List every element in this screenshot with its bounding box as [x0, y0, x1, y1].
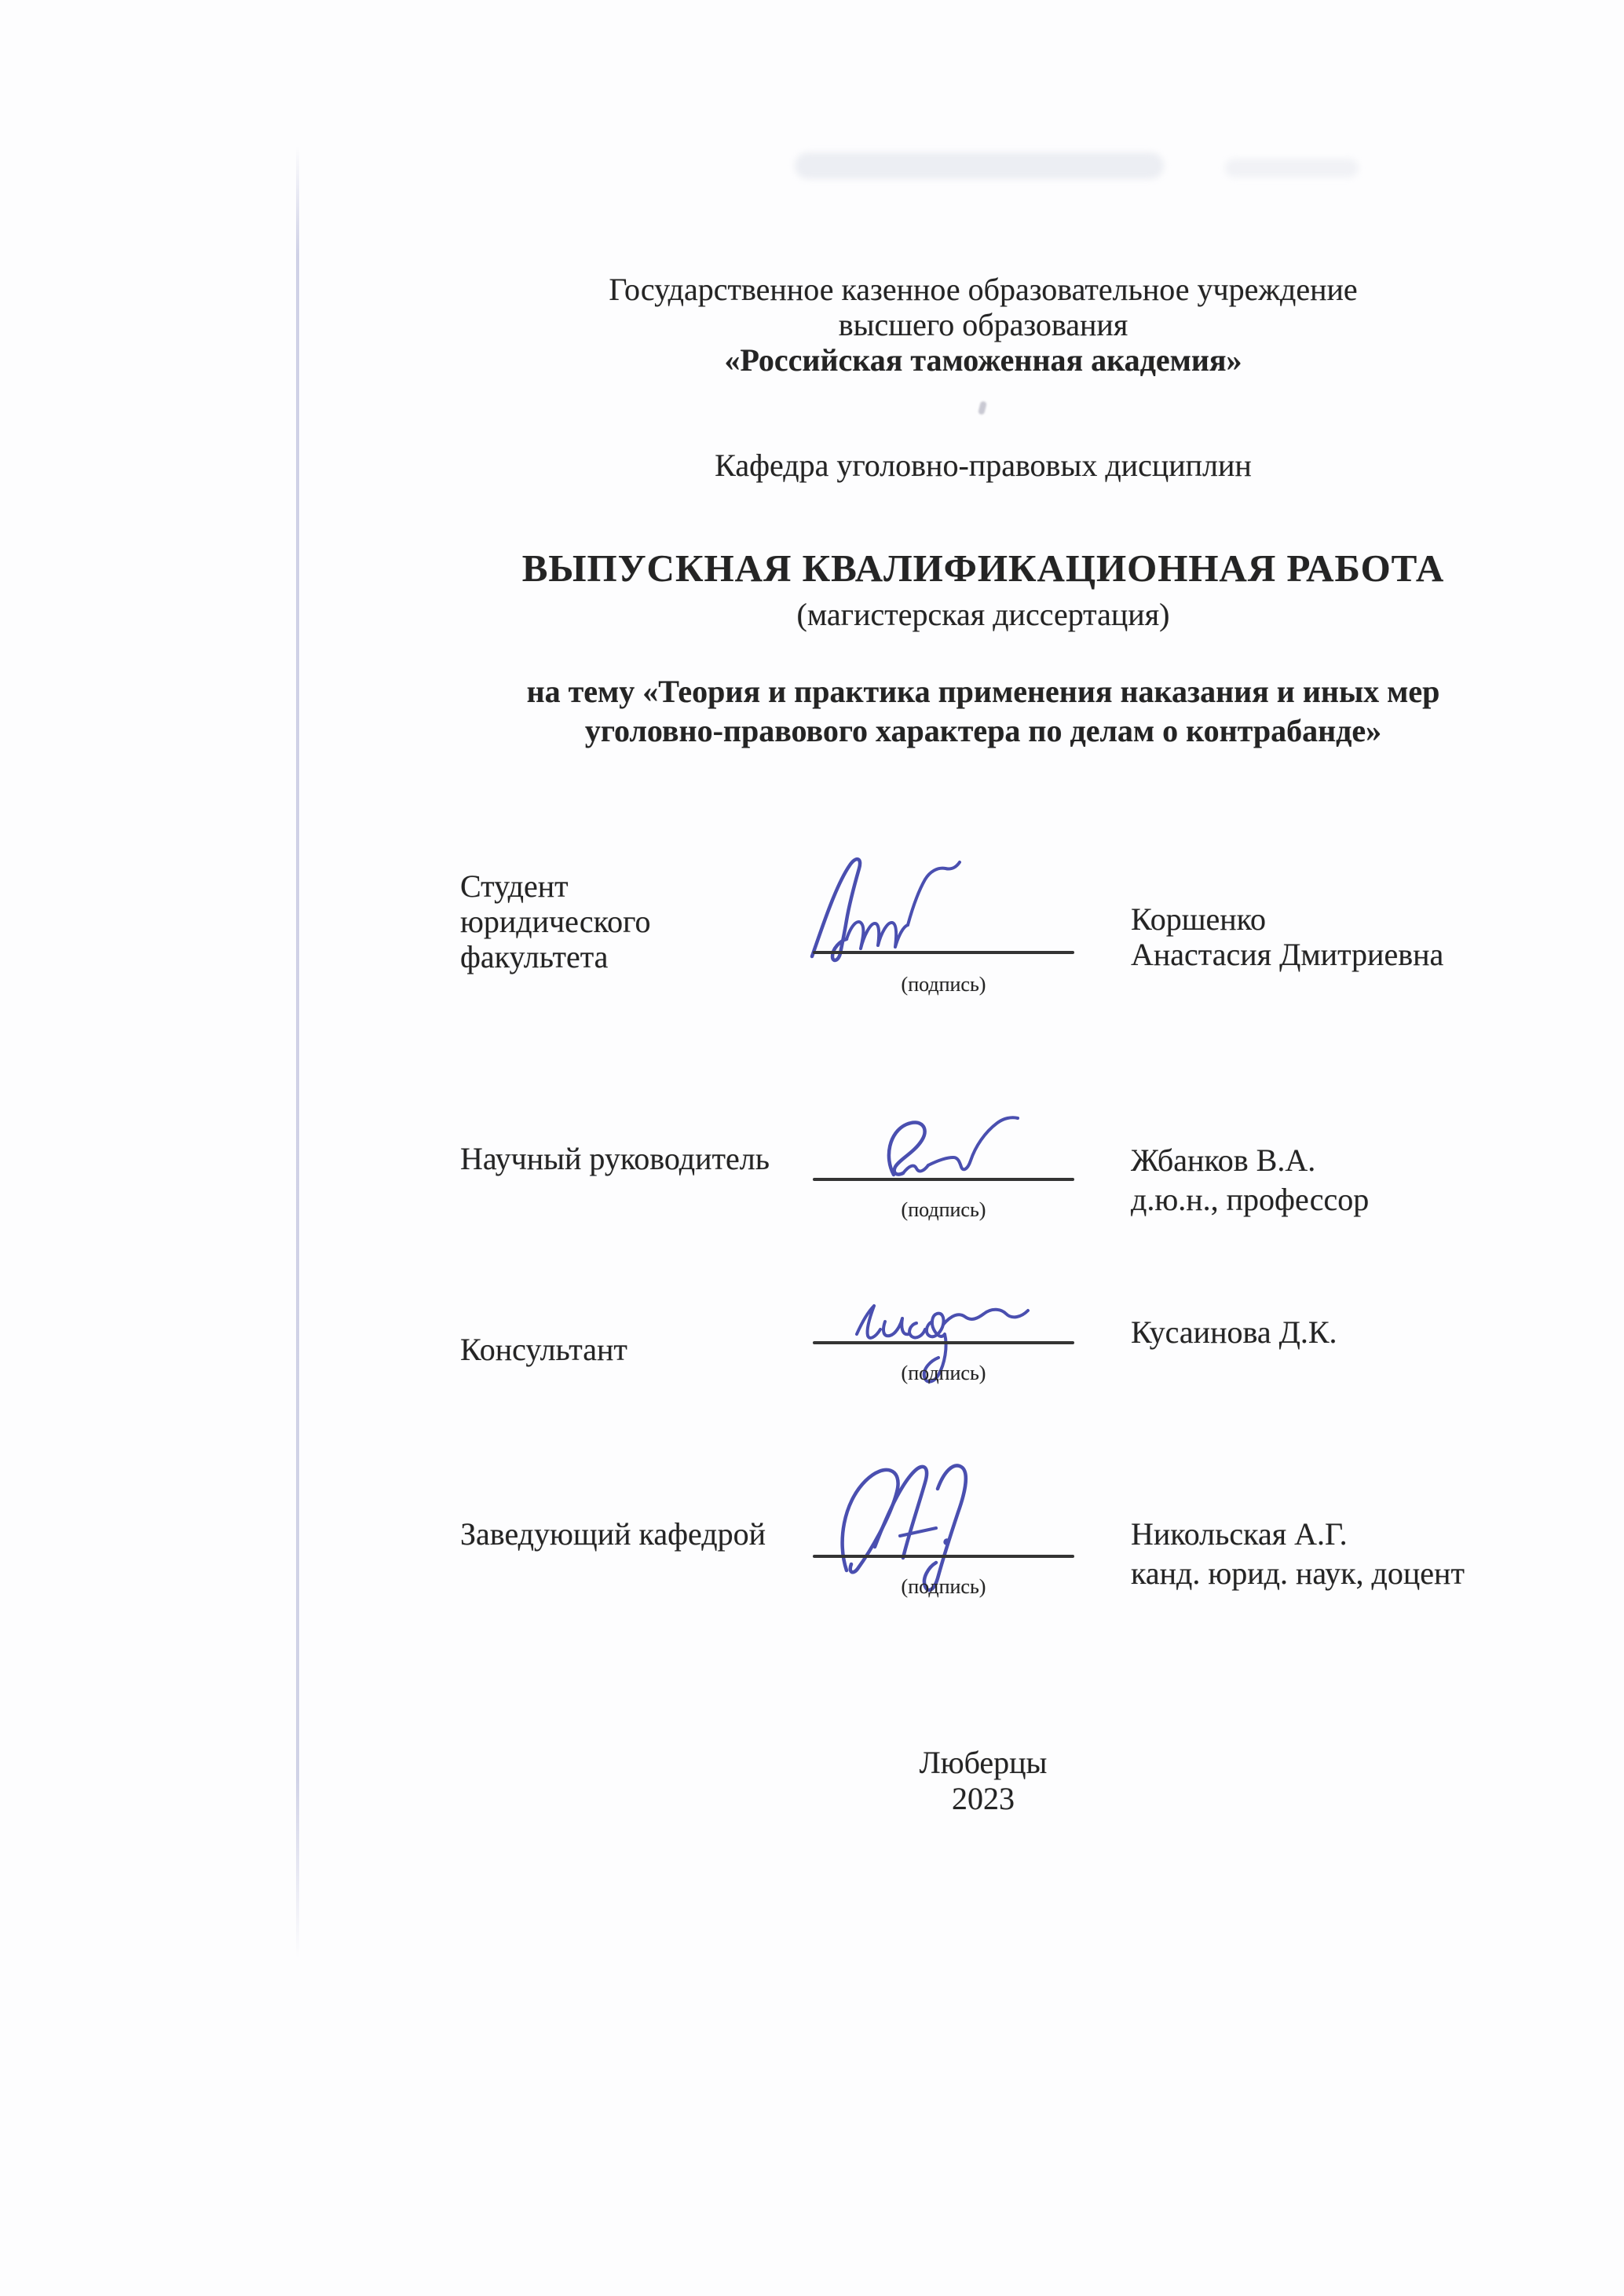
work-subtype: (магистерская диссертация) — [796, 597, 1170, 632]
student-name — [1131, 901, 1443, 972]
head-of-department-name — [1131, 1515, 1465, 1593]
head-of-department-role-label — [460, 1516, 766, 1552]
thesis-theme — [347, 672, 1619, 751]
head-name-line-1: Никольская А.Г. — [1131, 1516, 1348, 1552]
student-signature-line — [813, 951, 1074, 954]
consultant-role-label — [460, 1332, 627, 1367]
scan-speck-artifact — [978, 400, 987, 415]
supervisor-signature-line — [813, 1178, 1074, 1181]
head-name-line-2: канд. юрид. наук, доцент — [1131, 1556, 1465, 1591]
department-name: Кафедра уголовно-правовых дисциплин — [715, 448, 1252, 483]
student-role-line-2: юридического — [460, 904, 651, 939]
institution-line-1: Государственное казенное образовательное учреждение — [609, 272, 1358, 307]
student-name-line-2: Анастасия Дмитриевна — [1131, 937, 1444, 972]
consultant-name — [1131, 1314, 1337, 1350]
consultant-role-line-1: Консультант — [460, 1332, 627, 1367]
imprint — [347, 1745, 1619, 1817]
institution-line-2: высшего образования — [838, 307, 1128, 342]
theme-line-2: уголовно-правового характера по делам о контрабанде» — [584, 713, 1382, 748]
academy-name: «Российская таможенная академия» — [724, 342, 1242, 378]
supervisor-name-line-2: д.ю.н., профессор — [1131, 1182, 1370, 1217]
head-signature-line — [813, 1555, 1074, 1558]
supervisor-name — [1131, 1141, 1369, 1219]
supervisor-name-line-1: Жбанков В.А. — [1131, 1143, 1316, 1178]
page-left-edge-line — [296, 146, 299, 1958]
theme-line-1: на тему «Теория и практика применения наказания и иных мер — [526, 674, 1440, 709]
head-role-line-1: Заведующий кафедрой — [460, 1516, 766, 1552]
student-role-line-3: факультета — [460, 939, 609, 974]
signature-caption: (подпись) — [901, 1198, 986, 1221]
scan-smudge-artifact — [795, 152, 1164, 179]
institution-header — [347, 272, 1619, 378]
city-name: Люберцы — [919, 1745, 1048, 1780]
student-role-label — [460, 868, 650, 974]
student-role-line-1: Студент — [460, 868, 569, 904]
signature-caption: (подпись) — [901, 973, 986, 996]
student-signature-image — [801, 842, 989, 967]
signature-caption: (подпись) — [901, 1575, 986, 1598]
year: 2023 — [952, 1781, 1015, 1816]
signature-caption: (подпись) — [901, 1362, 986, 1384]
consultant-signature-line — [813, 1341, 1074, 1344]
work-type-title: ВЫПУСКНАЯ КВАЛИФИКАЦИОННАЯ РАБОТА — [521, 547, 1445, 590]
supervisor-role-line-1: Научный руководитель — [460, 1141, 770, 1176]
scan-smudge-artifact — [1225, 159, 1359, 177]
student-name-line-1: Коршенко — [1131, 901, 1267, 937]
consultant-name-line-1: Кусаинова Д.К. — [1131, 1314, 1337, 1350]
supervisor-role-label — [460, 1141, 770, 1176]
